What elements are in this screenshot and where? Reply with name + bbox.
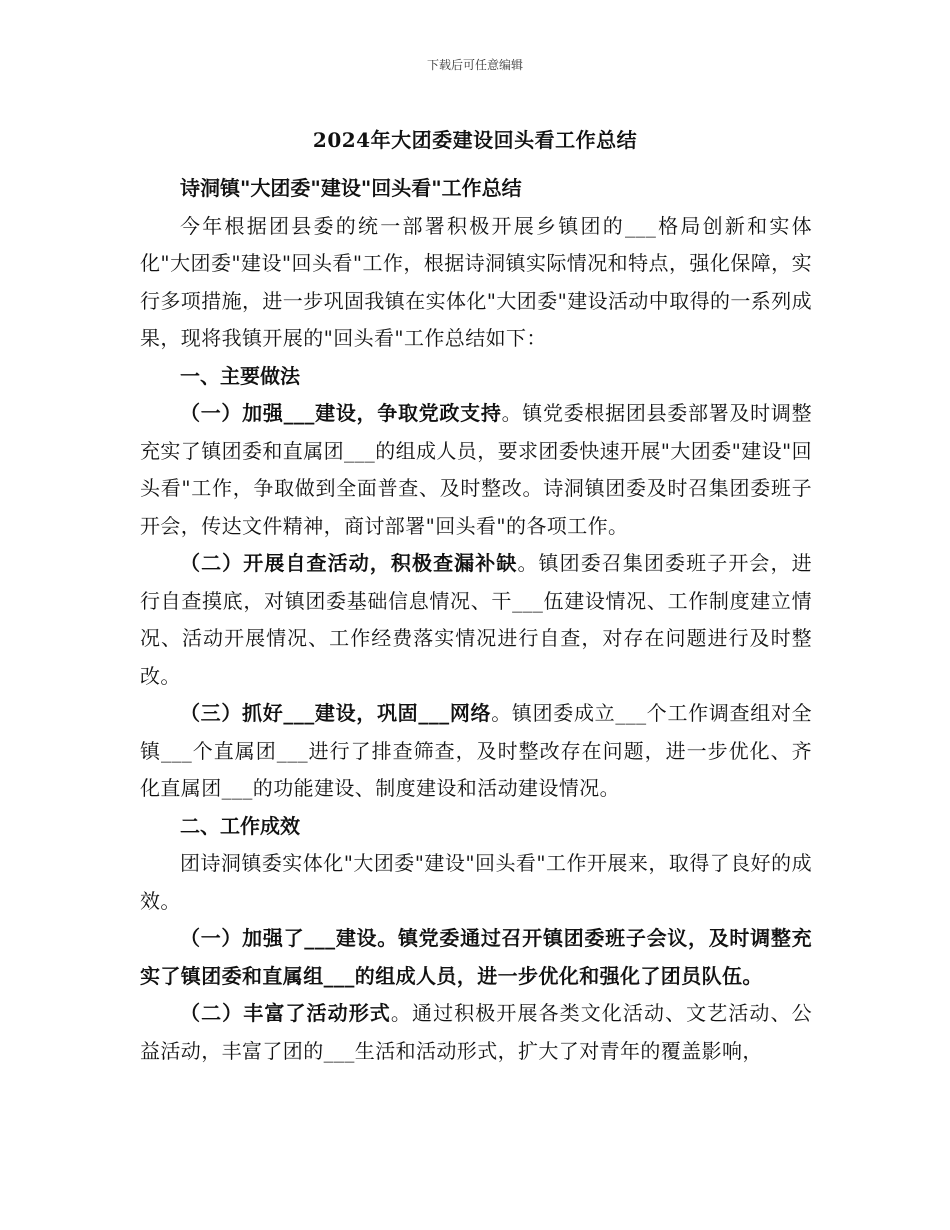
item-lead: （二）丰富了活动形式: [180, 1001, 391, 1025]
section-1-item-1: [140, 395, 812, 545]
item-lead: （一）加强了___建设。镇党委通过召开镇团委班子会议，及时调整充实了镇团委和直属组___的组成人员，进一步优化和强化了团员队伍。: [140, 926, 812, 988]
section-1-heading: 一、主要做法: [180, 363, 300, 388]
document-subtitle: 诗洞镇"大团委"建设"回头看"工作总结: [180, 176, 522, 200]
section-2-item-2: [140, 995, 812, 1070]
document-body: [140, 170, 812, 1070]
section-1-item-2: [140, 545, 812, 695]
item-text: 。镇党委根据团县委部署及时调整充实了镇团委和直属团___的组成人员，要求团委快速开展"大团委"建设"回头看"工作，争取做到全面普查、及时整改。诗洞镇团委及时召集团委班子开会，传达文件精神，商讨部署"回头看"的各项工作。: [140, 401, 812, 538]
header-note: 下载后可任意编辑: [426, 58, 523, 72]
item-lead: （一）加强___建设，争取党政支持: [180, 401, 502, 425]
item-text: 。通过积极开展各类文化活动、文艺活动、公益活动，丰富了团的___生活和活动形式，扩大了对青年的覆盖影响，: [140, 1001, 813, 1063]
section-1-item-3: [140, 695, 812, 808]
section-2-heading: 二、工作成效: [180, 813, 300, 838]
section-2-intro: 团诗洞镇委实体化"大团委"建设"回头看"工作开展来，取得了良好的成效。: [140, 851, 812, 913]
section-2-item-1: [140, 920, 812, 995]
item-text: 。镇团委成立___个工作调查组对全镇___个直属团___进行了排查筛查，及时整改存在问题，进一步优化、齐化直属团___的功能建设、制度建设和活动建设情况。: [140, 701, 812, 800]
document-title: 2024年大团委建设回头看工作总结: [312, 128, 638, 152]
item-text: 。镇团委召集团委班子开会，进行自查摸底，对镇团委基础信息情况、干___伍建设情况、工作制度建立情况、活动开展情况、工作经费落实情况进行自查，对存在问题进行及时整改。: [140, 551, 812, 688]
item-lead: （三）抓好___建设，巩固___网络: [180, 701, 492, 725]
item-lead: （二）开展自查活动，积极查漏补缺: [180, 551, 518, 575]
intro-paragraph: 今年根据团县委的统一部署积极开展乡镇团的___格局创新和实体化"大团委"建设"回头看"工作，根据诗洞镇实际情况和特点，强化保障，实行多项措施，进一步巩固我镇在实体化"大团委"建设活动中取得的一系列成果，现将我镇开展的"回头看"工作总结如下：: [140, 213, 812, 350]
